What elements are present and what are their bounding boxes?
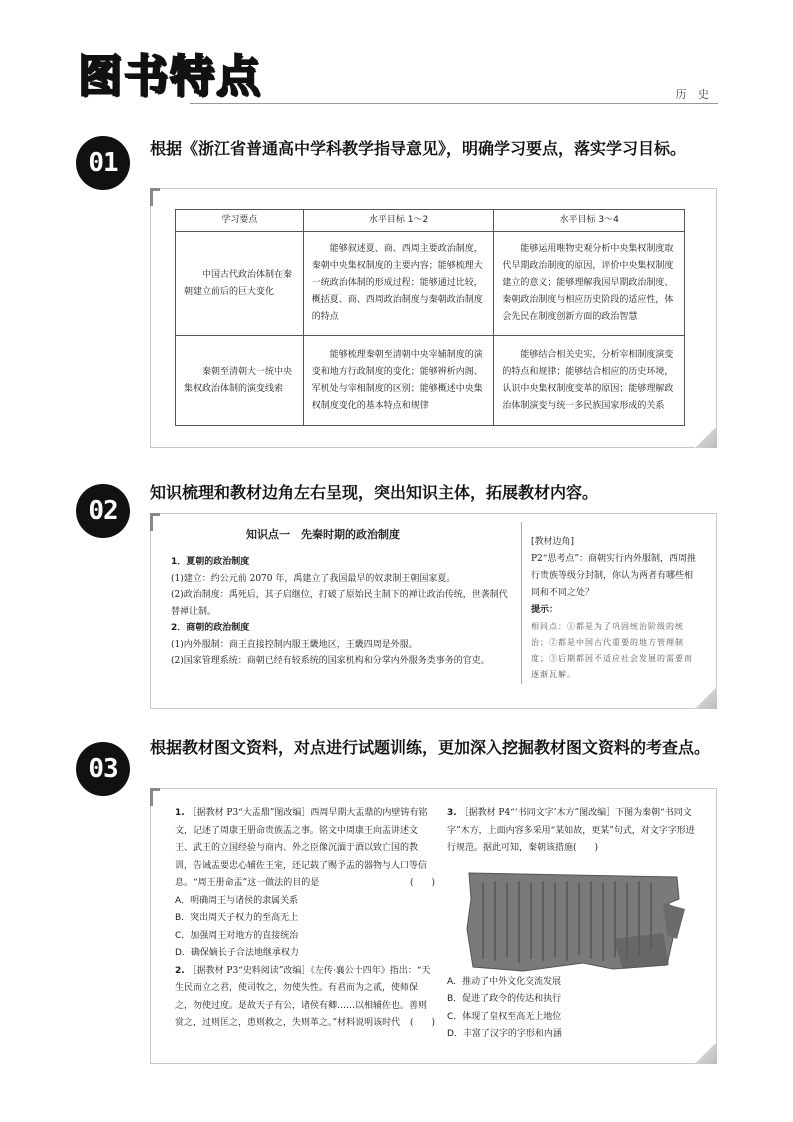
knowledge-line: (2)国家管理系统：商朝已经有较系统的国家机构和分掌内外服务类事务的官吏。 xyxy=(171,656,490,666)
section-heading-02: 知识梳理和教材边角左右呈现，突出知识主体，拓展教材内容。 xyxy=(150,483,599,502)
question-2 xyxy=(175,963,435,1033)
question-number: 2. xyxy=(175,965,185,976)
option-d[interactable]: D．丰富了汉字的字形和内涵 xyxy=(447,1029,562,1039)
section-badge-02: 02 xyxy=(76,484,130,538)
answer-bracket: ( ) xyxy=(409,1018,435,1028)
textbook-corner xyxy=(531,534,701,683)
answer-bracket: ( ) xyxy=(409,878,435,888)
knowledge-line: (1)建立：约公元前 2070 年，禹建立了我国最早的奴隶制王朝国家夏。 xyxy=(171,573,456,584)
table-row xyxy=(176,232,685,336)
subject-label: 历 史 xyxy=(675,88,713,101)
option-d[interactable]: D．确保嫡长子合法地继承权力 xyxy=(175,948,299,958)
question-stem: ［据教材 P3“史料阅读”改编］《左传·襄公十四年》指出：“天生民而立之君，使司牧之，勿使失性。有君而为之贰，使师保之，勿使过度。是故天子有公，诸侯有卿……以相辅佐也。善则赏之，过则匡之，患则救之，失则革之。”材料说明该时代 xyxy=(175,965,431,1028)
learning-goals-table xyxy=(175,209,685,426)
table-cell: 能够运用唯物史观分析中央集权制度取代早期政治制度的原因，评价中央集权制度建立的意义；能够理解我国早期政治制度、秦朝政治制度与相应历史阶段的适应性，体会先民在制度创新方面的政治智慧 xyxy=(494,232,685,336)
section-heading-01: 根据《浙江省普通高中学科教学指导意见》，明确学习要点，落实学习目标。 xyxy=(150,139,687,158)
section-heading-03: 根据教材图文资料，对点进行试题训练，更加深入挖掘教材图文资料的考查点。 xyxy=(150,738,711,757)
knowledge-line: (2)政治制度：禹死后，其子启继位，打破了原始民主制下的禅让政治传统，世袭制代替禅让制。 xyxy=(171,590,508,617)
table-cell: 能够叙述夏、商、西周主要政治制度，秦朝中央集权制度的主要内容；能够梳理大一统政治体制的形成过程；能够通过比较，概括夏、商、西周政治制度与秦朝政治制度的特点 xyxy=(303,232,494,336)
textbook-corner-question: P2“思考点”：商朝实行内外服制，西周推行贵族等级分封制，你认为两者有哪些相同和不同之处？ xyxy=(531,554,696,598)
option-a[interactable]: A．推动了中外文化交流发展 xyxy=(447,976,562,987)
page-fold-icon xyxy=(695,426,717,448)
textbook-corner-tag: [教材边角] xyxy=(531,537,575,547)
goals-panel xyxy=(150,188,717,448)
table-header: 学习要点 xyxy=(176,210,304,232)
option-a[interactable]: A．明确周王与诸侯的隶属关系 xyxy=(175,895,299,906)
question-number: 3. xyxy=(447,808,457,818)
option-c[interactable]: C．加强周王对地方的直接统治 xyxy=(175,930,299,941)
knowledge-point-title: 知识点一 先秦时期的政治制度 xyxy=(246,528,400,541)
corner-mark xyxy=(150,188,160,206)
section-badge-01: 01 xyxy=(76,136,130,190)
knowledge-panel xyxy=(150,513,717,709)
knowledge-subheading: 1．夏朝的政治制度 xyxy=(171,557,250,567)
knowledge-line: (1)内外服制：商王直接控制内服王畿地区，王畿四周是外服。 xyxy=(171,639,418,650)
table-row xyxy=(176,336,685,426)
table-cell: 秦朝至清朝大一统中央集权政治体制的演变线索 xyxy=(176,336,304,426)
hint-answer: 相同点：①都是为了巩固统治阶级的统治；②都是中国古代重要的地方管理制度；③后期都因不适应社会发展的需要而逐渐瓦解。 xyxy=(531,622,693,679)
corner-mark xyxy=(150,788,160,806)
table-cell: 能够结合相关史实，分析宰相制度演变的特点和规律；能够结合相应的历史环境，认识中央集权制度变革的原因；能够理解政治体制演变与统一多民族国家形成的关系 xyxy=(494,336,685,426)
exercise-panel xyxy=(150,788,717,1064)
header-divider xyxy=(190,103,718,104)
knowledge-body xyxy=(171,554,511,670)
table-header: 水平目标 1～2 xyxy=(303,210,494,232)
exercise-left-column xyxy=(175,805,435,1033)
page-fold-icon xyxy=(695,687,717,709)
table-header-row xyxy=(176,210,685,232)
section-badge-03: 03 xyxy=(76,742,130,796)
corner-mark xyxy=(150,513,160,531)
table-header: 水平目标 3～4 xyxy=(494,210,685,232)
page-fold-icon xyxy=(695,1042,717,1064)
option-b[interactable]: B．突出周天子权力的至高无上 xyxy=(175,913,299,923)
table-cell: 能够梳理秦朝至清朝中央宰辅制度的演变和地方行政制度的变化；能够辨析内阁、军机处与宰相制度的区别；能够概述中央集权制度变化的基本特点和规律 xyxy=(303,336,494,426)
column-divider xyxy=(521,522,522,684)
question-stem: ［据教材 P3“大盂鼎”图改编］西周早期大盂鼎的内壁铸有铭文，记述了周康王册命贵族盂之事。铭文中周康王向盂讲述文王、武王的立国经验与商内、外之臣像沉湎于酒以致亡国的教训，告诫盂要忠心辅佐王室，还记载了赐予盂的器物与人口等信息。“周王册命盂”这一做法的目的是 xyxy=(175,808,428,888)
wooden-slip-image xyxy=(463,869,685,975)
option-c[interactable]: C．体现了皇权至高无上地位 xyxy=(447,1011,562,1022)
question-1 xyxy=(175,805,435,893)
table-cell: 中国古代政治体制在秦朝建立前后的巨大变化 xyxy=(176,232,304,336)
page-title: 图书特点 xyxy=(78,51,262,102)
option-b[interactable]: B．促进了政令的传达和执行 xyxy=(447,994,562,1004)
hint-label: 提示： xyxy=(531,605,559,615)
question-number: 1. xyxy=(175,808,185,818)
question-3 xyxy=(447,805,697,858)
question-stem: ［据教材 P4“‘书同文字’木方”图改编］下图为秦朝“书同文字”木方，上面内容多采用“某如故，更某”句式，对文字字形进行规范。据此可知，秦朝该措施( ) xyxy=(447,808,695,853)
knowledge-subheading: 2．商朝的政治制度 xyxy=(171,623,250,633)
